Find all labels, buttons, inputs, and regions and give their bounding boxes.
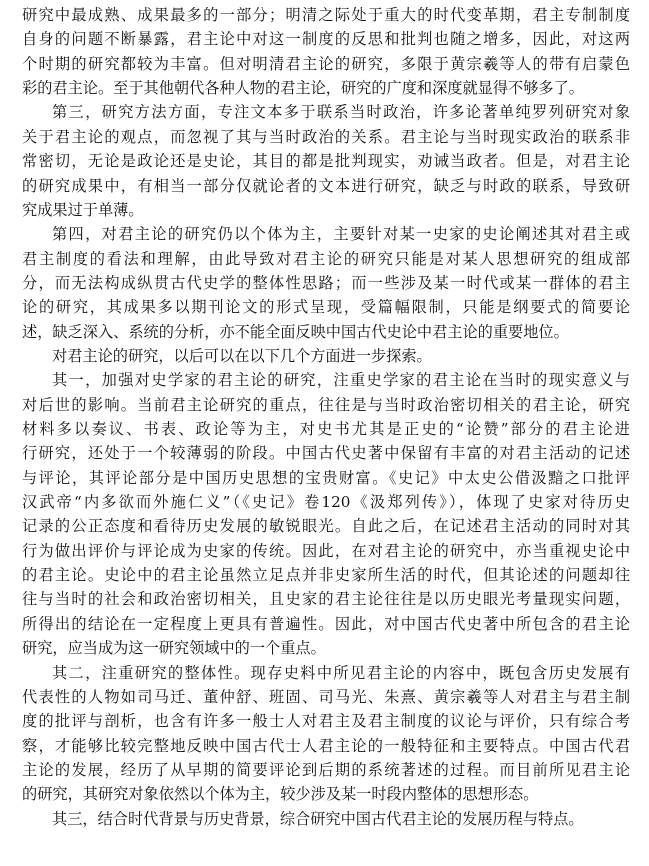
text-line: 的君主论。史论中的君主论虽然立足点并非史家所生活的时代，但其论述的问题却往 [22, 566, 630, 585]
text-line: 彩的君主论。至于其他朝代各种人物的君主论，研究的广度和深度就显得不够多了。 [22, 79, 584, 98]
text-line: 的研究成果中，有相当一部分仅就论者的文本进行研究，缺乏与时政的联系，导致研 [22, 176, 630, 195]
text-line: 论的研究，其成果多以期刊论文的形式呈现，受篇幅限制，只能是纲要式的简要论 [22, 298, 630, 317]
text-line: 个时期的研究都较为丰富。但对明清君主论的研究，多限于黄宗羲等人的带有启蒙色 [22, 54, 630, 73]
text-line: 行研究，还处于一个较薄弱的阶段。中国古代史著中保留有丰富的对君主活动的记述 [22, 444, 630, 463]
text-line: 察，才能够比较完整地反映中国古代士人君主论的一般特征和主要特点。中国古代君 [22, 736, 630, 755]
text-line: 自身的问题不断暴露，君主论中对这一制度的反思和批判也随之增多，因此，对这两 [22, 30, 630, 49]
text-line: 汉武帝“内多欲而外施仁义”（《史记》卷120《汲郑列传》），体现了史家对待历史 [22, 493, 630, 511]
text-line: 往与当时的社会和政治密切相关，且史家的君主论往往是以历史眼光考量现实问题， [22, 590, 630, 609]
text-line: 的研究，其研究对象依然以个体为主，较少涉及某一时段内整体的思想形态。 [22, 785, 539, 804]
text-line: 其二，注重研究的整体性。现存史料中所见君主论的内容中，既包含历史发展有 [52, 663, 630, 682]
text-line: 对君主论的研究，以后可以在以下几个方面进一步探索。 [52, 346, 432, 365]
text-line: 君主制度的看法和理解，由此导致对君主论的研究只能是对某人思想研究的组成部 [22, 249, 630, 268]
text-line: 与评论，其评论部分是中国历史思想的宝贵财富。《史记》中太史公借汲黯之口批评 [22, 468, 630, 487]
text-line: 究成果过于单薄。 [22, 200, 144, 219]
text-line: 分，而无法构成纵贯古代史学的整体性思路；而一些涉及某一时代或某一群体的君主 [22, 273, 630, 292]
text-line: 其三，结合时代背景与历史背景，综合研究中国古代君主论的发展历程与特点。 [52, 809, 584, 828]
text-line: 度的批评与剖析，也含有许多一般士人对君主及君主制度的议论与评价，只有综合考 [22, 712, 630, 731]
text-line: 其一，加强对史学家的君主论的研究，注重史学家的君主论在当时的现实意义与 [52, 371, 630, 390]
text-line: 行为做出评价与评论成为史家的传统。因此，在对君主论的研究中，亦当重视史论中 [22, 541, 630, 560]
text-line: 材料多以奏议、书表、政论等为主，对史书尤其是正史的“论赞”部分的君主论进 [22, 420, 630, 438]
text-line: 主论的发展，经历了从早期的简要评论到后期的系统著述的过程。而目前所见君主论 [22, 760, 630, 779]
text-line: 研究，应当成为这一研究领域中的一个重点。 [22, 639, 326, 658]
text-line: 对后世的影响。当前君主论研究的重点，往往是与当时政治密切相关的君主论，研究 [22, 395, 630, 414]
text-line: 第三，研究方法方面，专注文本多于联系当时政治，许多论著单纯罗列研究对象 [52, 103, 630, 122]
text-line: 常密切，无论是政论还是史论，其目的都是批判现实，劝诫当政者。但是，对君主论 [22, 152, 630, 171]
text-line: 所得出的结论在一定程度上更具有普遍性。因此，对中国古代史著中所包含的君主论 [22, 614, 630, 633]
text-line: 记录的公正态度和看待历史发展的敏锐眼光。自此之后，在记述君主活动的同时对其 [22, 517, 630, 536]
text-line: 第四，对君主论的研究仍以个体为主，主要针对某一史家的史论阐述其对君主或 [52, 225, 630, 244]
text-line: 述，缺乏深入、系统的分析，亦不能全面反映中国古代史论中君主论的重要地位。 [22, 322, 569, 341]
text-line: 代表性的人物如司马迁、董仲舒、班固、司马光、朱熹、黄宗羲等人对君主与君主制 [22, 687, 630, 706]
text-line: 关于君主论的观点，而忽视了其与当时政治的关系。君主论与当时现实政治的联系非 [22, 127, 630, 146]
text-line: 研究中最成熟、成果最多的一部分；明清之际处于重大的时代变革期，君主专制制度 [22, 6, 630, 24]
